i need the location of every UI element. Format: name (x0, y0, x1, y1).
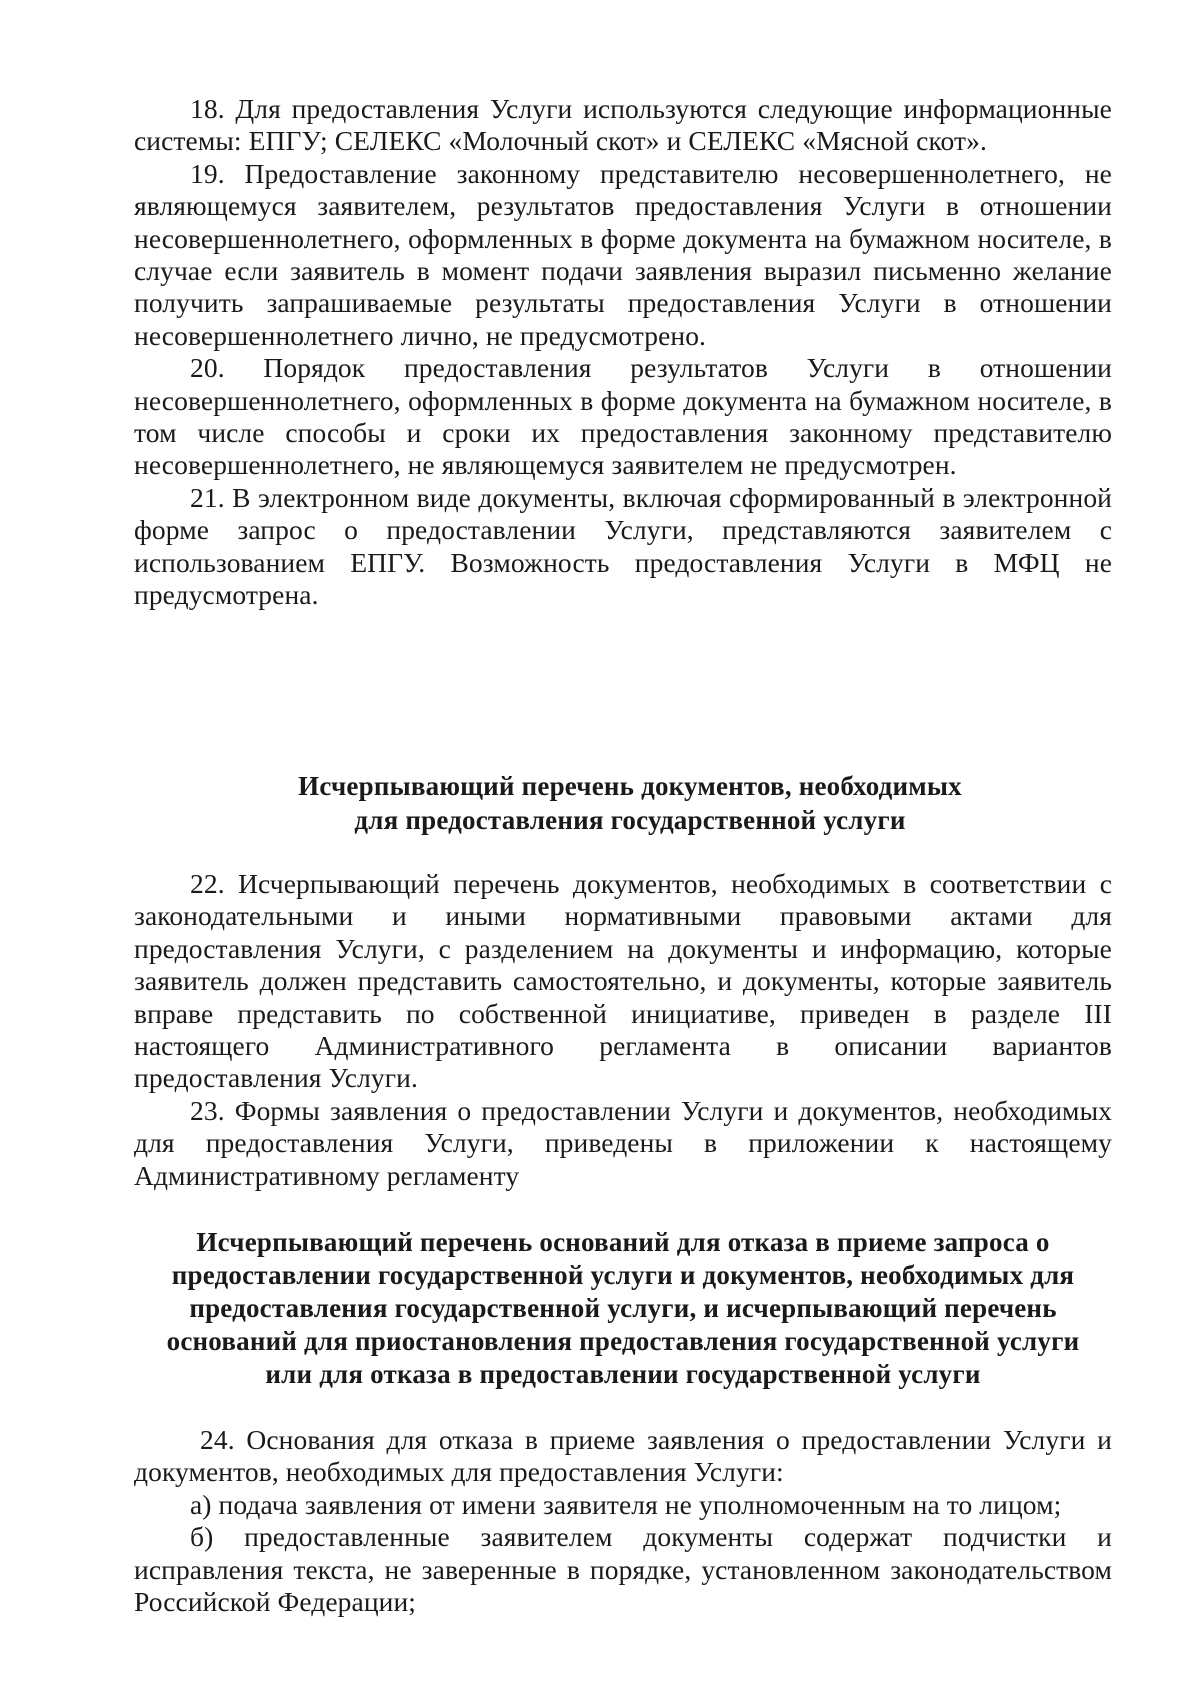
section-heading-documents-list (200, 769, 1060, 837)
section-heading-refusal-grounds (134, 1226, 1112, 1391)
heading-line: оснований для приостановления предоставления государственной услуги (166, 1326, 1080, 1356)
heading-line: или для отказа в предоставлении государственной услуги (265, 1359, 981, 1389)
paragraph-23: 23. Формы заявления о предоставлении Услуги и документов, необходимых для предоставления Услуги, приведены в приложении к настоящему Административному регламенту (134, 1094, 1112, 1191)
paragraph-24: 24. Основания для отказа в приеме заявления о предоставлении Услуги и документов, необходимых для предоставления Услуги: (134, 1424, 1112, 1488)
heading-line: Исчерпывающий перечень оснований для отказа в приеме запроса о (196, 1227, 1050, 1257)
paragraph-24-and-items (134, 1424, 1112, 1618)
paragraph-21: 21. В электронном виде документы, включая сформированный в электронной форме запрос о предоставлении Услуги, представляются заявителем с использованием ЕПГУ. Возможность предоставления Услуги в МФЦ не предусмотрена. (134, 481, 1112, 611)
paragraph-18: 18. Для предоставления Услуги используются следующие информационные системы: ЕПГУ; СЕЛЕКС «Молочный скот» и СЕЛЕКС «Мясной скот». (134, 93, 1112, 157)
list-item-a: а) подача заявления от имени заявителя не уполномоченным на то лицом; (190, 1488, 1062, 1520)
heading-line: предоставлении государственной услуги и документов, необходимых для (171, 1260, 1075, 1290)
paragraph-20: 20. Порядок предоставления результатов Услуги в отношении несовершеннолетнего, оформленных в форме документа на бумажном носителе, в том числе способы и сроки их предоставления законному представителю несовершеннолетнего, не являющемуся заявителем не предусмотрен. (134, 352, 1112, 481)
heading-line: предоставления государственной услуги, и исчерпывающий перечень (189, 1293, 1057, 1323)
heading-line: Исчерпывающий перечень документов, необходимых (298, 771, 962, 801)
paragraphs-18-21 (134, 93, 1112, 612)
list-item-b: б) предоставленные заявителем документы содержат подчистки и исправления текста, не заверенные в порядке, установленном законодательством Российской Федерации; (134, 1521, 1112, 1618)
paragraphs-22-23 (134, 868, 1112, 1192)
paragraph-19: 19. Предоставление законному представителю несовершеннолетнего, не являющемуся заявителем, результатов предоставления Услуги в отношении несовершеннолетнего, оформленных в форме документа на бумажном носителе, в случае если заявитель в момент подачи заявления выразил письменно желание получить запрашиваемые результаты предоставления Услуги в отношении несовершеннолетнего лично, не предусмотрено. (134, 157, 1112, 351)
heading-line: для предоставления государственной услуги (354, 805, 906, 835)
paragraph-22: 22. Исчерпывающий перечень документов, необходимых в соответствии с законодательными и иными нормативными правовыми актами для предоставления Услуги, с разделением на документы и информацию, которые заявитель должен представить самостоятельно, и документы, которые заявитель вправе представить по собственной инициативе, приведен в разделе III настоящего Административного регламента в описании вариантов предоставления Услуги. (134, 868, 1112, 1094)
